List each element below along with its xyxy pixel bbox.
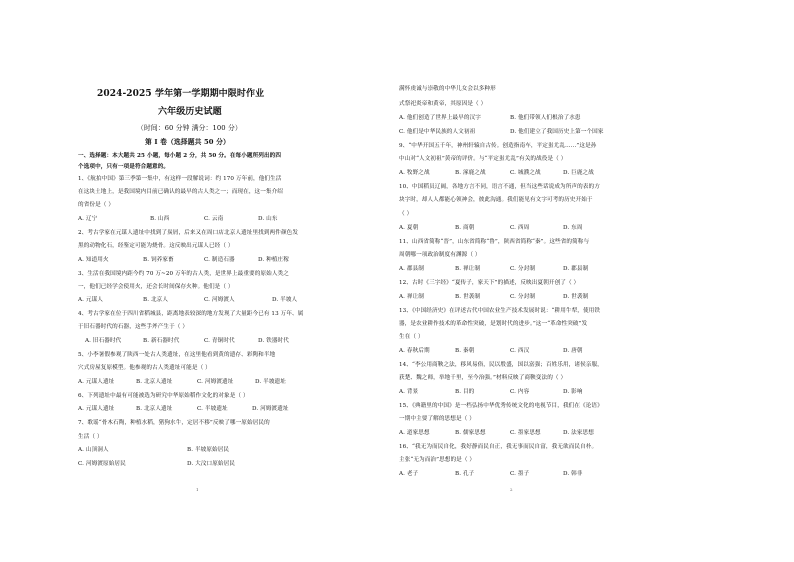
option: B. 商朝 (455, 225, 475, 231)
option: D. 法家思想 (563, 430, 594, 436)
exam-title: 2024-2025 学年第一学期期中限时作业 (97, 89, 265, 99)
question-text: 获楚、魏之师，举地千里，至今治强。”材料反映了商鞅变法的（ ） (399, 375, 567, 381)
question-text: 9、“中华开国五千年，神州轩辕自古传。创造指南车，平定蚩尤乱……”这是孙 (399, 143, 597, 149)
page-number: 1 (196, 487, 199, 492)
question-text: 10、中国稻员辽阔，各地方言不同，语言不通，但当这些话说成为所声的表的方 (399, 184, 600, 190)
option: A. 郡县制 (399, 266, 424, 272)
question-text: 2、考古学家在元谋人遗址中找到了炭屑，后来又在周口店北京人遗址里找到两件颜色发 (78, 230, 299, 236)
option: D. 韩非 (563, 471, 583, 477)
page-number: 2 (510, 487, 513, 492)
question-text: 满怀虔诚与崇敬的中华儿女会以多种形 (399, 86, 496, 92)
question-text: 14、“李公用商鞅之法，移风易俗，民以殷盛，国以富强；百姓乐用，诸侯亲服， (399, 362, 603, 368)
question-text: 周朝哪一项政治制度有渊源（ ） (399, 252, 481, 258)
option: B. 他们带领人们根治了水患 (510, 115, 581, 121)
option: D. 大汶口原始居民 (187, 461, 235, 467)
question-text: 一，他们已经学会使用火，还会长时间保存火种。他们是（ ） (78, 284, 234, 290)
option: B. 北京人 (143, 297, 169, 303)
question-text: 穴式房屋复原模型。他参观的古人类遗址可能是（ ） (78, 365, 211, 371)
option: C. 城濮之战 (510, 170, 541, 176)
option: D. 他们建立了我国历史上第一个国家 (510, 129, 604, 135)
option: B. 半坡原始居民 (187, 447, 230, 453)
option: D. 唐朝 (563, 348, 583, 354)
option: D. 种植庄稼 (258, 257, 289, 263)
option: A. 元谋人遗址 (78, 379, 115, 385)
option: D. 世袭制 (563, 294, 589, 300)
option: B. 涿鹿之战 (455, 170, 486, 176)
option: B. 北京人遗址 (136, 379, 173, 385)
question-text: 5、小李暑假参观了陕西一处古人类遗址，在这里他看到黄的遗存、彩陶和半地 (78, 352, 276, 358)
option: B. 目的 (455, 389, 475, 395)
option: B. 禅让制 (455, 266, 481, 272)
question-text: 主张“无为而治”思想的是（ ） (399, 457, 476, 463)
option: D. 铁器时代 (258, 338, 289, 344)
question-text: 的省份是（ ） (78, 202, 115, 208)
option: A. 牧野之战 (399, 170, 430, 176)
option: C. 内容 (510, 389, 530, 395)
option: B. 饲养家畜 (143, 257, 174, 263)
question-text: 11、山西省简称“晋”，山东省简称“鲁”，陕西省简称“秦”。这些省的简称与 (399, 239, 590, 245)
option: A. 禅让制 (399, 294, 424, 300)
option: A. 春秋后期 (399, 348, 430, 354)
option: A. 旧石器时代 (85, 338, 122, 344)
option: B. 山西 (150, 216, 170, 222)
option: C. 分封制 (510, 294, 536, 300)
option: B. 世袭制 (455, 294, 481, 300)
option: A. 山顶洞人 (78, 447, 109, 453)
question-text: 生活（ ） (78, 434, 103, 440)
option: A. 他们创造了世界上最早的汉字 (399, 115, 481, 121)
option: C. 分封制 (510, 266, 536, 272)
option: C. 河姆渡人 (204, 297, 235, 303)
option: C. 西汉 (510, 348, 530, 354)
question-text: 6、下列遗址中最有可能被选为研究中华原始稻作文化的对象是（ ） (78, 393, 249, 399)
section-title: 第 I 卷（选择题共 50 分） (145, 138, 230, 146)
option: B. 新石器时代 (143, 338, 180, 344)
option: A. 元谋人遗址 (78, 406, 115, 412)
option: D. 半坡遗址 (255, 379, 286, 385)
question-text: 器，是农业耕作技术的革命性突破，是划时代的进步。”这一“革命性突破”发 (399, 321, 588, 327)
option: A. 知道用火 (78, 257, 109, 263)
option: C. 制造石器 (204, 257, 235, 263)
option: C. 墨子 (510, 471, 530, 477)
option: C. 河姆渡遗址 (197, 379, 234, 385)
option: C. 青铜时代 (204, 338, 235, 344)
option: C. 西周 (510, 225, 530, 231)
option: C. 他们是中华民族的人文初祖 (399, 129, 476, 135)
option: B. 北京人遗址 (136, 406, 173, 412)
question-text: 一期中主要了解的思想是（ ） (399, 416, 475, 422)
question-text: 块字时，却人人都能心领神会，彼此沟通。我们能见有文字可考的历史开始于 (399, 197, 593, 203)
option: B. 儒家思想 (455, 430, 486, 436)
option: B. 秦朝 (455, 348, 475, 354)
option: C. 河姆渡原始居民 (78, 461, 126, 467)
question-text: 4、考古学家在位于四川省稻城县，距离地表较深的地方发现了大量距今已有 13 万年、属 (78, 311, 304, 317)
option: A. 元谋人 (78, 297, 103, 303)
option: D. 影响 (563, 389, 583, 395)
exam-timing: （时间：60 分钟 满分：100 分） (137, 124, 242, 132)
option: D. 河姆渡遗址 (252, 406, 289, 412)
exam-page-right (397, 0, 794, 562)
option: A. 背景 (399, 389, 419, 395)
instruction-line: 一、选择题：本大题共 25 小题，每小题 2 分，共 50 分。在每小题所列出的四 (78, 153, 282, 159)
question-text: 黑的动物化石，经鉴定可能为烧骨。这反映出元谋人已经（ ） (78, 243, 234, 249)
option: D. 半坡人 (272, 297, 298, 303)
question-text: 16、“我无为而民自化，我好静而民自正，我无事而民自富，我无欲而民自朴。 (399, 444, 598, 450)
question-text: 生在（ ） (399, 334, 424, 340)
exam-subtitle: 六年级历史试题 (158, 107, 222, 117)
option: D. 巨鹿之战 (563, 170, 594, 176)
question-text: 12、古时《三字经》“夏传子，家天下”的描述，反映出夏朝开创了（ ） (399, 280, 580, 286)
option: A. 夏朝 (399, 225, 419, 231)
option: C. 墨家思想 (510, 430, 541, 436)
option: D. 郡县制 (563, 266, 589, 272)
question-text: 式祭祀炎帝和黄帝，其原因是（ ） (399, 101, 487, 107)
question-text: 于旧石器时代的石器，这些手斧产生于（ ） (78, 324, 189, 330)
option: A. 老子 (399, 471, 419, 477)
question-text: 7、歌谣“骨木石陶，种植水稻，猪狗水牛，定居不移”反映了哪一原始居民的 (78, 420, 270, 426)
option: A. 道家思想 (399, 430, 430, 436)
question-text: 中山对“人文初祖”黄帝的评价。与“平定蚩尤乱”有关的战役是（ ） (399, 156, 567, 162)
question-text: （ ） (399, 211, 413, 217)
option: D. 东周 (563, 225, 583, 231)
option: C. 半坡遗址 (197, 406, 228, 412)
question-text: 13、《中国经济史》在评述古代中国农业生产技术发展时说：“耕用牛犁，使用铁 (399, 308, 601, 314)
instruction-line: 个选项中，只有一项是符合题意的。 (78, 164, 170, 170)
question-text: 3、生活在我国境内距今约 70 万~20 万年的古人类，是世界上最重要的原始人类之 (78, 271, 289, 277)
option: B. 孔子 (455, 471, 475, 477)
question-text: 在这块土地上，是我国境内目前已确认的最早的古人类之一；而现在，这一集介绍 (78, 189, 283, 195)
option: C. 云南 (204, 216, 224, 222)
option: A. 辽宁 (78, 216, 98, 222)
option: D. 山东 (258, 216, 278, 222)
question-text: 15、《典籍里的中国》是一档弘扬中华优秀传统文化的电视节目，我们在《论语》 (399, 403, 603, 409)
question-text: 1、《航拍中国》第三季第一集中，有这样一段解说词：约 170 万年前，他们生活 (78, 176, 282, 182)
